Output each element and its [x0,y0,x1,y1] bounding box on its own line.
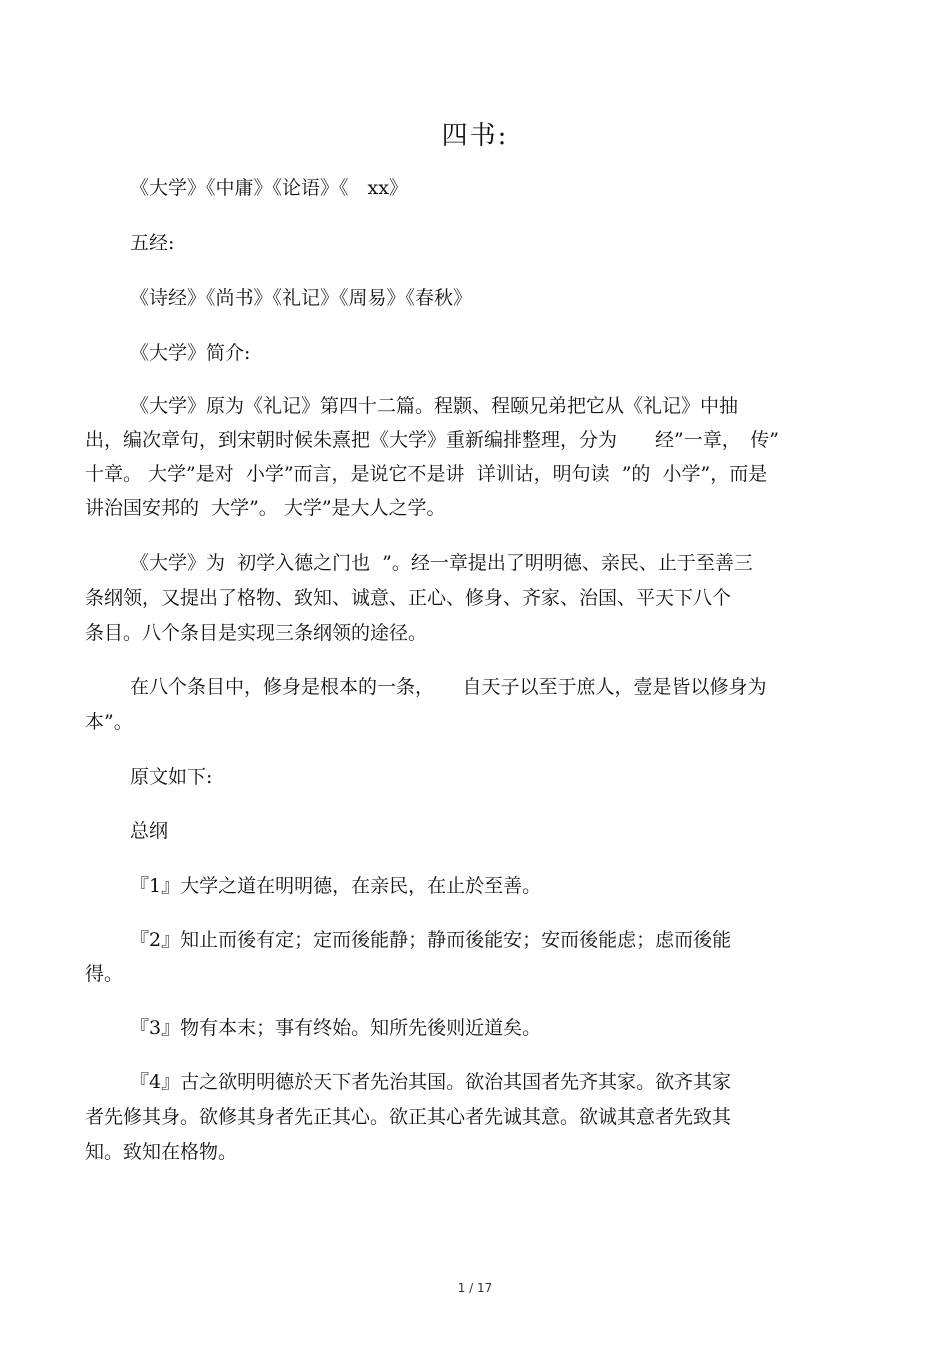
page-title: 四书: [441,121,509,151]
verse-2-line: 得。 [85,963,124,985]
intro-paragraph-line: 讲治国安邦的 大学”。 大学”是大人之学。 [85,497,446,519]
verse-4-line: 知。致知在格物。 [85,1141,238,1163]
five-classics-heading: 五经: [130,232,175,254]
intro-paragraph-line: 《大学》原为《礼记》第四十二篇。程颢、程颐兄弟把它从《礼记》中抽 [130,395,739,417]
intro-paragraph-line: 出，编次章句，到宋朝时候朱熹把《大学》重新编排整理，分为 经”一章， 传” [85,429,779,451]
verse-4-line: 『4』古之欲明明德於天下者先治其国。欲治其国者先齐其家。欲齐其家 [130,1071,732,1093]
five-classics-list: 《诗经》《尚书》《礼记》《周易》《春秋》 [130,287,473,309]
entry-paragraph-line: 《大学》为 初学入德之门也 ”。经一章提出了明明德、亲民、止于至善三 [130,552,753,574]
daxue-intro-heading: 《大学》简介: [130,342,251,364]
intro-paragraph-line: 十章。 大学”是对 小学”而言，是说它不是讲 详训诂，明句读 ”的 小学”，而是 [85,463,768,485]
four-books-list: 《大学》《中庸》《论语》《 xx》 [130,177,408,199]
verse-1: 『1』大学之道在明明德，在亲民，在止於至善。 [130,875,542,897]
verse-2-line: 『2』知止而後有定；定而後能静；静而後能安；安而後能虑；虑而後能 [130,929,732,951]
entry-paragraph-line: 条纲领，又提出了格物、致知、诚意、正心、修身、齐家、治国、平天下八个 [85,587,732,609]
verse-3: 『3』物有本末；事有终始。知所先後则近道矣。 [130,1017,542,1039]
page-number: 1 / 17 [457,1281,493,1295]
verse-4-line: 者先修其身。欲修其身者先正其心。欲正其心者先诚其意。欲诚其意者先致其 [85,1106,732,1128]
entry-paragraph-line: 条目。八个条目是实现三条纲领的途径。 [85,622,428,644]
general-outline-heading: 总纲 [130,820,169,842]
self-cultivation-line: 本”。 [85,711,133,733]
self-cultivation-line: 在八个条目中，修身是根本的一条， 自天子以至于庶人，壹是皆以修身为 [130,676,767,698]
original-text-heading: 原文如下: [130,766,213,788]
